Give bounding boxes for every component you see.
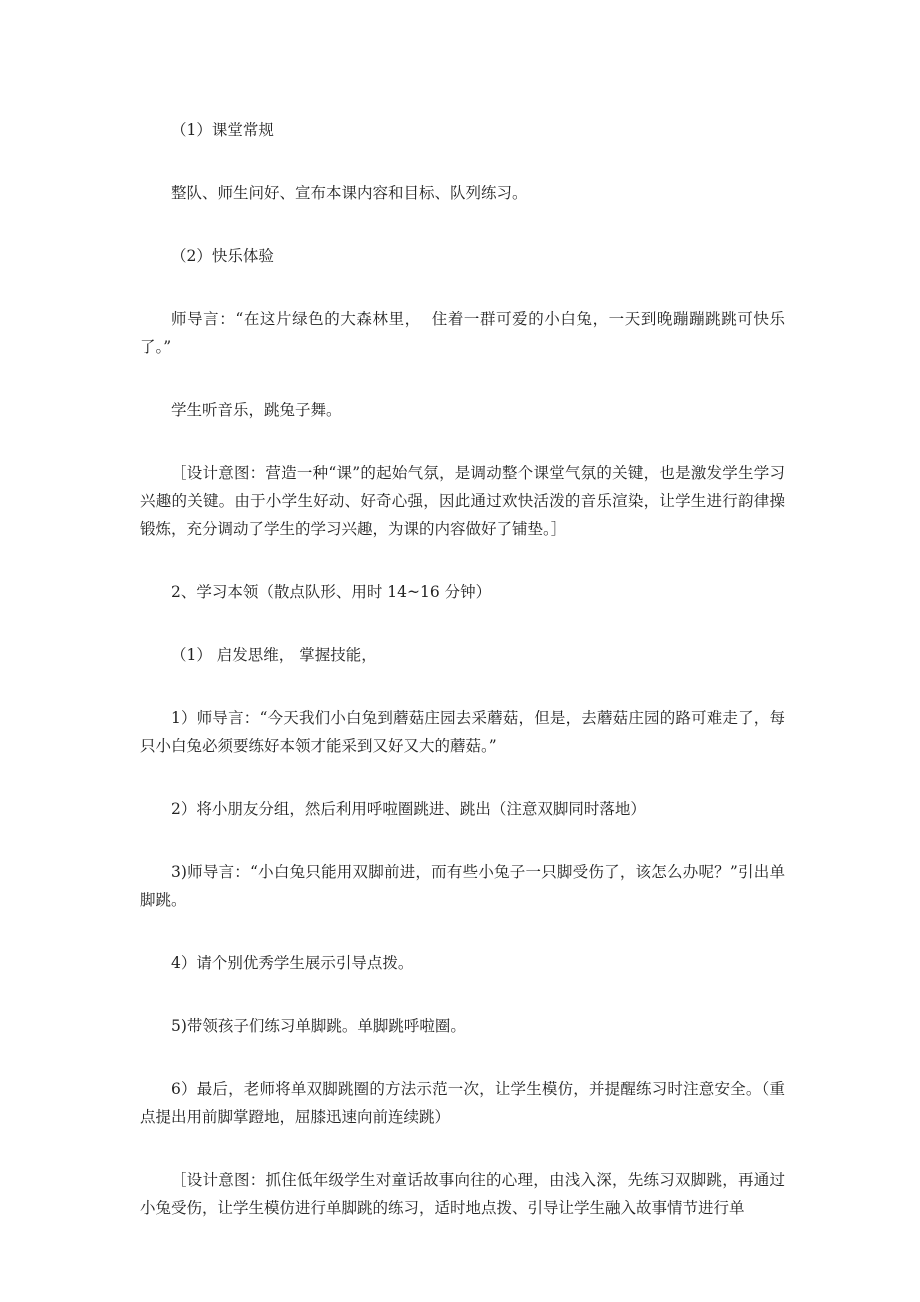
paragraph-teacher-intro-forest: 师导言：“在这片绿色的大森林里， 住着一群可爱的小白兔，一天到晚蹦蹦跳跳可快乐了。”	[140, 310, 785, 356]
paragraph-routine-details: 整队、师生问好、宣布本课内容和目标、队列练习。	[171, 184, 528, 202]
heading-learn-skills: 2、学习本领（散点队形、用时 14~16 分钟）	[171, 583, 492, 601]
paragraph-design-intent-2: ［设计意图：抓住低年级学生对童话故事向往的心理，由浅入深，先练习双脚跳，再通过小兔受伤，让学生模仿进行单脚跳的练习，适时地点拨、引导让学生融入故事情节进行单	[140, 1171, 785, 1217]
heading-happy-experience: （2）快乐体验	[171, 247, 274, 265]
heading-inspire-thinking: （1） 启发思维， 掌握技能，	[171, 646, 377, 664]
step-6-teacher-demo: 6）最后，老师将单双脚跳圈的方法示范一次，让学生模仿，并提醒练习时注意安全。（重点提出用前脚掌蹬地，屈膝迅速向前连续跳）	[140, 1080, 785, 1126]
step-2-hula-hoop-groups: 2）将小朋友分组，然后利用呼啦圈跳进、跳出（注意双脚同时落地）	[171, 800, 646, 818]
step-4-student-demo: 4）请个别优秀学生展示引导点拨。	[171, 954, 414, 972]
step-5-practice: 5)带领孩子们练习单脚跳。单脚跳呼啦圈。	[171, 1017, 466, 1035]
step-3-single-foot-jump: 3)师导言：“小白兔只能用双脚前进，而有些小兔子一只脚受伤了，该怎么办呢？”引出单脚跳。	[140, 863, 785, 909]
step-1-mushroom-garden: 1）师导言：“今天我们小白兔到蘑菇庄园去采蘑菇，但是，去蘑菇庄园的路可难走了，每只小白兔必须要练好本领才能采到又好又大的蘑菇。”	[140, 709, 785, 755]
paragraph-rabbit-dance: 学生听音乐，跳兔子舞。	[171, 401, 342, 419]
document-body	[140, 116, 785, 1257]
heading-classroom-routine: （1）课堂常规	[171, 121, 274, 139]
paragraph-design-intent-1: ［设计意图：营造一种“课”的起始气氛，是调动整个课堂气氛的关键，也是激发学生学习兴趣的关键。由于小学生好动、好奇心强，因此通过欢快活泼的音乐渲染，让学生进行韵律操锻炼，充分调动了学生的学习兴趣，为课的内容做好了铺垫。］	[140, 464, 785, 538]
